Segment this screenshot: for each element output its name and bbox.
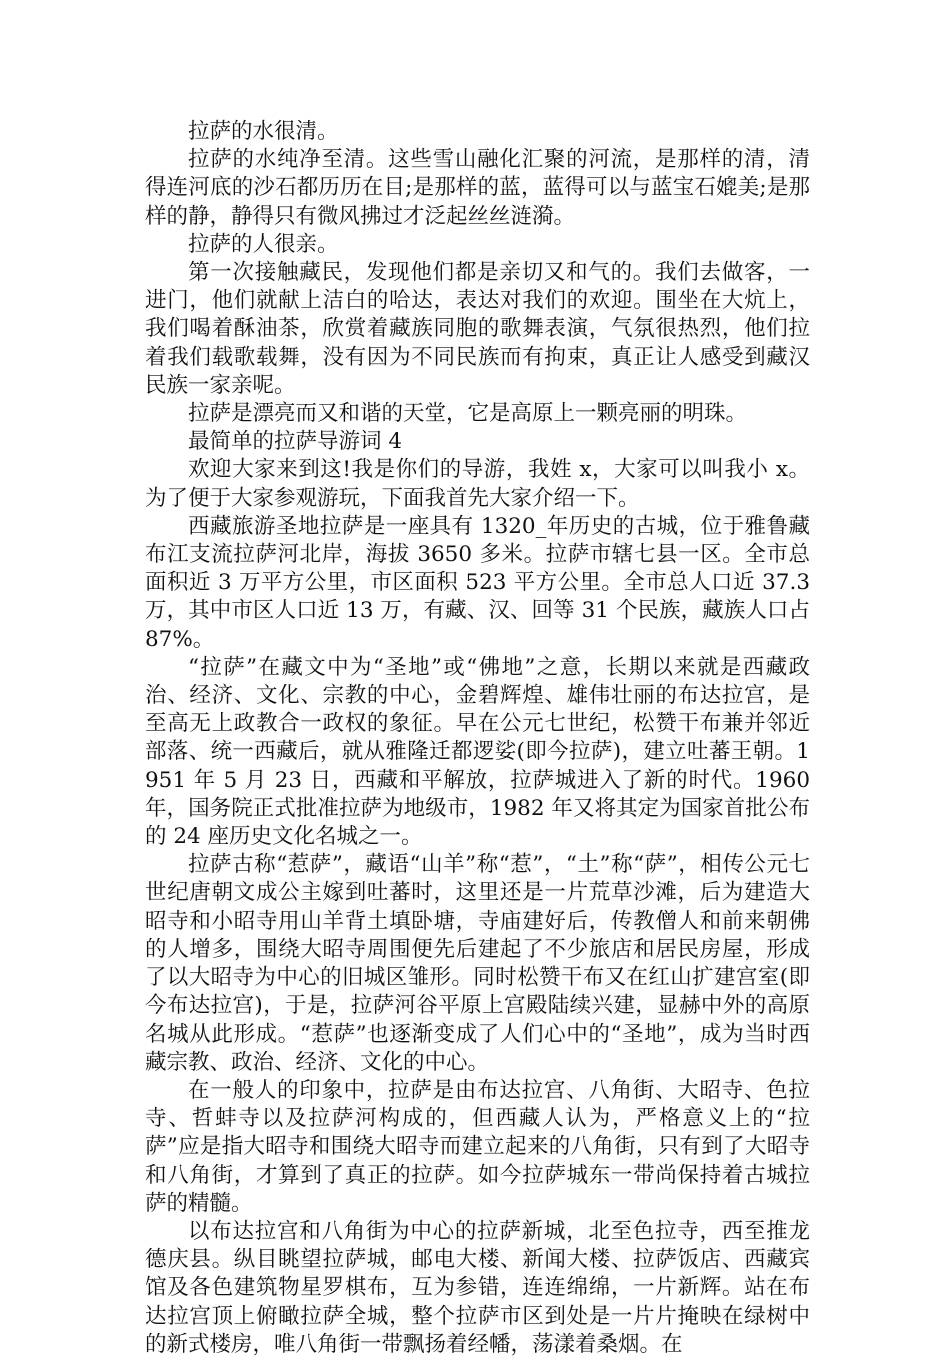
paragraph-water-heading: 拉萨的水很清。	[188, 119, 339, 144]
paragraph-people-body: 第一次接触藏民，发现他们都是亲切又和气的。我们去做客，一进门，他们就献上洁白的哈达，表达对我们的欢迎。围坐在大炕上，我们喝着酥油茶，欣赏着藏族同胞的歌舞表演，气氛很热烈，他们拉着我们载歌载舞，没有因为不同民族而有拘束，真正让人感受到藏汉民族一家亲呢。	[145, 260, 810, 398]
paragraph-impression: 在一般人的印象中，拉萨是由布达拉宫、八角街、大昭寺、色拉寺、哲蚌寺以及拉萨河构成的，但西藏人认为，严格意义上的“拉萨”应是指大昭寺和围绕大昭寺而建立起来的八角街，只有到了大昭寺和八角街，才算到了真正的拉萨。如今拉萨城东一带尚保持着古城拉萨的精髓。	[145, 1077, 810, 1216]
paragraph-people-heading: 拉萨的人很亲。	[188, 231, 339, 257]
paragraph-welcome: 欢迎大家来到这!我是你们的导游，我姓 x，大家可以叫我小 x。为了便于大家参观游玩，下面我首先大家介绍一下。	[145, 457, 810, 511]
document-page	[145, 118, 810, 1359]
paragraph-new-city: 以布达拉宫和八角街为中心的拉萨新城，北至色拉寺，西至推龙德庆县。纵目眺望拉萨城，邮电大楼、新闻大楼、拉萨饭店、西藏宾馆及各色建筑物星罗棋布，互为参错，连连绵绵，一片新辉。站在布达拉宫顶上俯瞰拉萨全城，整个拉萨市区到处是一片片掩映在绿树中的新式楼房，唯八角街一带飘扬着经幡，荡漾着桑烟。在	[145, 1218, 810, 1357]
paragraph-water-body: 拉萨的水纯净至清。这些雪山融化汇聚的河流，是那样的清，清得连河底的沙石都历历在目;是那样的蓝，蓝得可以与蓝宝石媲美;是那样的静，静得只有微风拂过才泛起丝丝涟漪。	[145, 147, 810, 229]
paragraph-history: “拉萨”在藏文中为“圣地”或“佛地”之意，长期以来就是西藏政治、经济、文化、宗教的中心，金碧辉煌、雄伟壮丽的布达拉宫，是至高无上政教合一政权的象征。早在公元七世纪，松赞干布兼并邻近部落、统一西藏后，就从雅隆迁都逻娑(即今拉萨)，建立吐蕃王朝。1951 年 5 月 23 日，西藏和平解放，拉萨城进入了新的时代。1960 年，国务院正式批准拉萨为地级市，1982 年又将其定为国家首批公布的 24 座历史文化名城之一。	[145, 654, 810, 850]
paragraph-summary: 拉萨是漂亮而又和谐的天堂，它是高原上一颗亮丽的明珠。	[188, 401, 748, 427]
paragraph-name-origin: 拉萨古称“惹萨”，藏语“山羊”称“惹”，“土”称“萨”，相传公元七世纪唐朝文成公主嫁到吐蕃时，这里还是一片荒草沙滩，后为建造大昭寺和小昭寺用山羊背土填卧塘，寺庙建好后，传教僧人和前来朝佛的人增多，围绕大昭寺周围便先后建起了不少旅店和居民房屋，形成了以大昭寺为中心的旧城区雏形。同时松赞干布又在红山扩建宫室(即今布达拉宫)，于是，拉萨河谷平原上宫殿陆续兴建，显赫中外的高原名城从此形成。“惹萨”也逐渐变成了人们心中的“圣地”，成为当时西藏宗教、政治、经济、文化的中心。	[145, 852, 811, 1075]
paragraph-overview: 西藏旅游圣地拉萨是一座具有 1320_年历史的古城，位于雅鲁藏布江支流拉萨河北岸，海拔 3650 多米。拉萨市辖七县一区。全市总面积近 3 万平方公里，市区面积 523 平方公里。全市总人口近 37.3 万，其中市区人口近 13 万，有藏、汉、回等 31 个民族，藏族人口占 87%。	[145, 513, 810, 652]
section-title: 最简单的拉萨导游词 4	[188, 429, 403, 455]
